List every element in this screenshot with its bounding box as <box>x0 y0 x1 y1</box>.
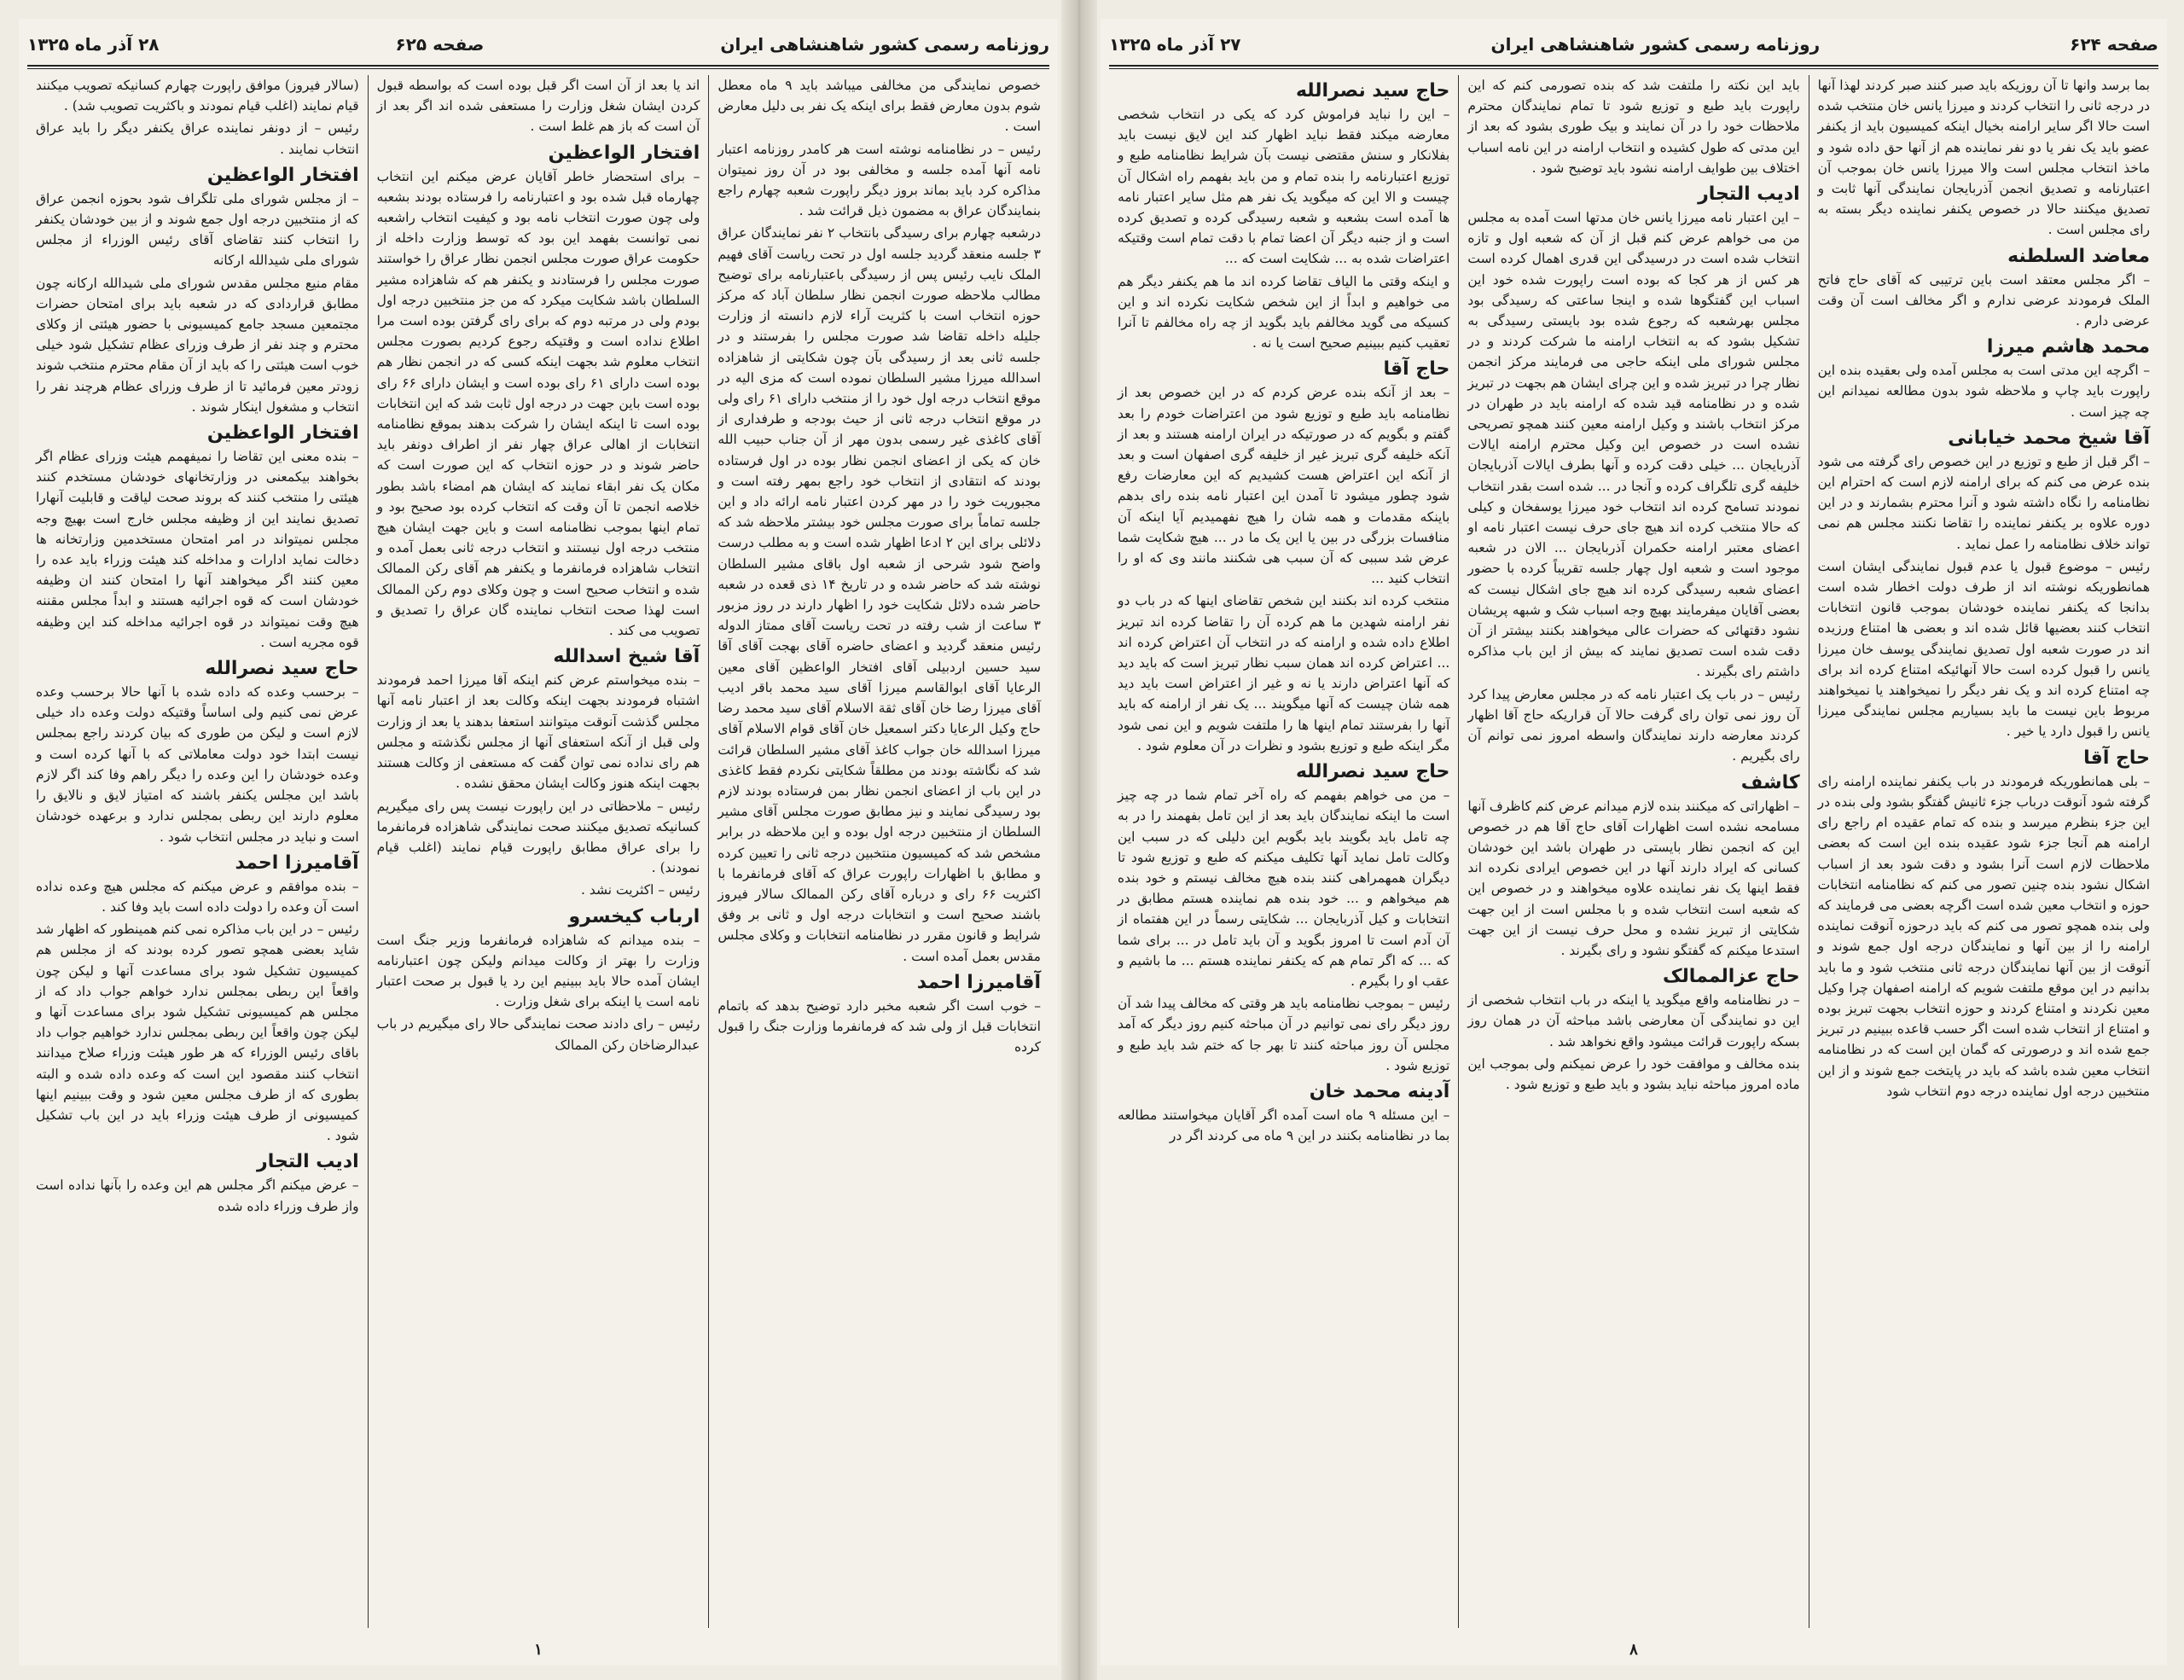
text-column <box>708 75 1049 1628</box>
speaker-name: کاشف <box>1740 771 1800 793</box>
left-page-header <box>27 26 1049 63</box>
page-gutter <box>1061 0 1097 1680</box>
paragraph: – بعد از آنکه بنده عرض کردم که در این خصوص بعد از نظامنامه باید طبع و توزیع شود من اعتراضات خودم را بعد گفتم و بگویم که در صورتیکه در ایران ارامنه هستند و بعد از آنکه خلیفه گری تبریز غیر از خلیفه گری اصفهان است و بعد از آنکه این اعتراض هست کشیدیم که این معارضات رفع شود چطور میشود تا آمدن این اعتبار نامه بنده رای بدهم باینکه مقدمات و همه شان را هیچ نفهمیدیم آیا اینکه آن منافسات بزرگی در بین یا این یک ما در ... هیچ شکایت شما عرض شد سببی که آن سبب هی شکنند مانند وی که او را انتخاب کنید ... <box>1118 385 1450 587</box>
speaker-name: حاج سید نصرالله <box>1295 80 1450 102</box>
speaker-name: ارباب کیخسرو <box>568 905 700 927</box>
header-rule <box>1109 68 2158 69</box>
paragraph: منتخب کرده اند بکنند این شخص تقاضای اینها که در باب دو نفر ارامنه شهدین ما هم کرده آن را تقاضا کرده اند تبریز اطلاع داده شده و ارامنه که در انتخاب آن اعتراض کرده اند ... اعتراض کرده اند همان سبب نظار تبریز است که باید دید که آنها اعتراض دارند یا نه و غیر از اعتراض است باید دید همه شان چیست که آنها میگویند ... یک نفر از ارامنه که باید آنها را بفرستند تمام اینها ها را ملتفت شویم و این نمی شود مگر اینکه طبع و توزیع بشود و نظرات در آن معلوم شود . <box>1118 593 1450 753</box>
speaker-name: افتخار الواعظین <box>206 164 359 186</box>
speaker-name: حاج سید نصرالله <box>1295 761 1450 783</box>
paragraph: – از مجلس شورای ملی تلگراف شود بحوزه انجمن عراق که از منتخبین درجه اول جمع شوند و از بین خودشان یکنفر را انتخاب کنند تقاضای آقای رئیس الوزراء از مجلس شورای ملی شیدالله ارکانه <box>35 190 359 269</box>
text-column <box>1458 75 1808 1628</box>
right-page-header-center: روزنامه رسمی کشور شاهنشاهی ایران <box>1490 34 1821 55</box>
speaker-name: آقامیرزا احمد <box>235 852 359 874</box>
paragraph: درشعبه چهارم برای رسیدگی بانتخاب ۲ نفر نمایندگان عراق ۳ جلسه منعقد گردید جلسه اول در تحت ریاست آقای فهیم الملک نایب رئیس پس از رسیدگی باعتبارنامه برای توضیح مطالب ملاحظه صورت انجمن نظار سلطان آباد که مرکز حوزه انتخاب است با کثریت آراء لازم دانسته از وزارت جلیله داخله تقاضا شد صورت مجلس را بفرستند و در جلسه ثانی بعد از رسیدگی بآن چون شکایتی از شاهزاده اسدالله میرزا مشیر السلطان نموده است که مزی الیه در موقع انتخاب درجه اول خود را از منتخب دارای ۶۱ رای ولی در موقع انتخاب درجه ثانی از حیث بودجه و طرفداری از آقای کاغذی غیر رسمی بدون مهر از آن جناب حبیب الله خان که یکی از اعضای انجمن نظار بوده در اول فرستاده بودند که انتقادی از انتخاب خود راجع بمهر رفته است و مجبوریت خود را در مهر کردن اعتبار نامه ارائه داد و این جلسه تماماً برای صورت مجلس خود بیشتر ملاحظه شد که دلائلی برای این ۲ ادعا اظهار شده است و به مطلب درست واضح شود شرحی از شعبه اول باقای مشیر السلطان نوشته شد که حاضر شده و در تاریخ ۱۴ ذی قعده در شعبه حاضر شده دلائل شکایت خود را اظهار دارند در روز مزبور ۳ ساعت از شب رفته در تحت ریاست آقای ممتاز الدوله رئیس منعقد گردید و اعضای حاضره آقای بهجت آقای آقا سید حسین اردبیلی آقای افتخار الواعظین آقای معین الرعایا آقای ابوالقاسم میرزا آقای سید محمد باقر ادیب آقای میرزا رضا خان آقای ثقة الاسلام آقای سید محمد رضا حاج وکیل الرعایا دکتر اسمعیل خان آقای قوام الاسلام آقای میرزا اسدالله خان جواب کاغذ آقای مشیر السلطان قرائت شد که نگاشته بودند من مطلقاً شکایتی نکردم فقط کاغذی در این باب از اعضای انجمن نظار بمن فرستاده بودند لازم بود رسیدگی نمایند و نیز مطابق صورت مجلس آقای مشیر السلطان از منتخبین درجه اول بوده و این ملاحظه در برابر مشخص شد که کمیسیون منتخبین درجه ثانی را تعیین کرده و مطابق با اظهارات راپورت عراق که آقای فرمانفرما با اکثریت ۶۶ رای و درباره آقای رکن الممالک سالار فیروز باشند صحیح است و انتخابات درجه اول و ثانی بر وفق شرایط و قانون مقرر در نظامنامه انتخابات و وکلای مجلس مقدس بعمل آمده است . <box>717 225 1041 964</box>
right-page <box>1101 19 2167 1665</box>
speaker-name: محمد هاشم میرزا <box>1986 336 2150 358</box>
paragraph: – این اعتبار نامه میرزا یانس خان مدتها است آمده به مجلس من می خواهم عرض کنم قبل از آن که شعبه اول و تازه انتخاب شده است در درسیدگی این قدری اهمال کرده است هر کس از هر کجا که بوده است راپورت شده خود این اسباب این گفتگوها شده و اینجا ساعتی که رسیدگی بود مجلس بهرشعبه که رجوع شده بود بایستی رسیدگی به تشکیل بشود که به انتخاب ارامنه ما شرکت کردند و در مجلس شورای ملی اینکه حاجی می فرمایند مرکز انجمن نظار چرا در تبریز شده و این چرای ایشان هم بجهت در تبریز شده و در نظامنامه قید شده که ارامنه باید در طهران در مرکز انتخاب باشند و وکیل ارامنه معین کنند همچو تصریحی نشده است در خصوص این وکیل محترم ارامنه ایالات آذربایجان ... خیلی دقت کرده و آنها بطرف ایالات آذربایجان خلیفه گری تلگراف کرده و آنجا در ... شده است بقدر انتخاب نمودند تسامح کرده اند انتخاب خود میرزا یوسفخان و کیلی که حالا منتخب کرده اند هیچ جای حرف نیست اعتبار نامه او اعضای معتبر ارامنه حکمران آذربایجان ... الان در شعبه موجود است و شعبه اول چهار جلسه تقریباً کرده با حضور اعضای شعبه رسیدگی کرده اند هیچ جای اشکال نیست که بعضی آقایان میفرمایند بهیچ وجه اسباب شک و شبهه پریشان نشود دقتهائی که حضرات عالی میخواهند بکنند بیشتر از آن دقت شده است تصدیق نمایند که بیش از این باب مذاکره داشتم رای بگیرند . <box>1467 210 1800 680</box>
paragraph: خصوص نمایندگی من مخالفی میباشد باید ۹ ماه معطل شوم بدون معارض فقط برای اینکه یک نفر بی دلیل معارض است . <box>717 78 1041 135</box>
paragraph: رئیس – اکثریت نشد . <box>580 882 700 898</box>
speaker-name: معاضد السلطنه <box>2007 245 2150 267</box>
speaker-name: حاج آقا <box>2083 747 2150 769</box>
right-page-header-left: ۲۷ آذر ماه ۱۳۲۵ <box>1109 34 1241 55</box>
paragraph: – اظهاراتی که میکنند بنده لازم میدانم عرض کنم کاظرف آنها مسامحه نشده است اظهارات آقای حاج آقا هم در خصوص این که انجمن نظار بایستی در طهران باشد این خودشان کسانی که ایراد دارند آنها در این خصوص ایرادی نکرده اند فقط اینها یک نفر نماینده علاوه میخواهند و در خصوص این که شعبه است انتخاب شده و با مجلس است از این جهت شکایتی از تبریز نشده و محل حرف نیست از این جهت استدعا میکنم که گفتگو نشود و رای بگیرند . <box>1467 798 1800 958</box>
left-page-columns <box>27 75 1049 1628</box>
paragraph: – عرض میکنم اگر مجلس هم این وعده را بآنها نداده است واز طرف وزراء داده شده <box>35 1177 359 1214</box>
paragraph: رئیس – موضوع قبول یا عدم قبول نمایندگی ایشان است همانطوریکه نوشته اند از طرف دولت اخطار شده است بدانجا که یکنفر نماینده خودشان بموجب قانون انتخابات انتخاب کنند بعضیها قائل شده اند و بعضی ها امتناع ورزیده اند در صورت شعبه اول تصدیق نمایندگی یوسف خان میرزا یانس را قبول کرده است حالا آنهائیکه امتناع کرده اند برای چه امتناع کرده اند و یک نفر دیگر را نمیخواهند یا نمیخواهند مربوط باین نیست ما باید بسیاریم مجلس نمایندگی میرزا یانس را قبول دارد یا خیر . <box>1817 558 2150 740</box>
speaker-name: آقامیرزا احمد <box>916 971 1041 993</box>
right-page-number: ۸ <box>1629 1641 1638 1659</box>
header-rule <box>27 68 1049 69</box>
speaker-name: حاج سید نصرالله <box>205 658 359 680</box>
paragraph: – این را نباید فراموش کرد که یکی در انتخاب شخصی معارضه میکند فقط نباید اظهار کند این لایق نیست باید بفلانکار و سنش مقتضی نیست بآن شرایط نظامنامه طبع و توزیع اعتبارنامه را بنده تمام و من باید بفهمم راه اشکال آن چیست و الا این که میگوید یک نفر هم مثل سایر اعتبار نامه ها آمده است بشعبه و شعبه رسیدگی کرده و تصدیق کرده است و از جنبه دیگر آن اعضا تمام با دقت تمام است وقتیکه اعتراضات شده به ... شکایت است که ... <box>1118 107 1450 267</box>
left-page-header-center: صفحه ۶۲۵ <box>395 34 485 55</box>
paragraph: رئیس – ملاحظاتی در این راپورت نیست پس رای میگیریم کسانیکه تصدیق میکنند صحت نمایندگی شاهزاده فرمانفرما را برای عراق مطابق راپورت قیام نمایند (اغلب قیام نمودند) . <box>376 798 700 876</box>
paragraph: رئیس – بموجب نظامنامه باید هر وقتی که مخالف پیدا شد آن روز دیگر رای نمی توانیم در آن مباحثه کنیم روز دیگر که آمد مجلس آن روز مباحثه کنند تا بهر جا که ختم شد باید طبع و توزیع شود . <box>1118 996 1450 1073</box>
paragraph: – خوب است اگر شعبه مخبر دارد توضیح بدهد که باتمام انتخابات قبل از ولی شد که فرمانفرما وزارت جنگ را قبول کرده <box>717 997 1041 1055</box>
paragraph: رئیس – در باب یک اعتبار نامه که در مجلس معارض پیدا کرد آن روز نمی توان رای گرفت حالا آن قراریکه حاج آقا اظهار کردند معارضه دارند نمایندگان واسطه امروز نمی توانم آن رای بگیریم . <box>1467 686 1800 764</box>
right-page-header <box>1109 26 2158 63</box>
paragraph: رئیس – رای دادند صحت نمایندگی حالا رای میگیریم در باب عبدالرضاخان رکن الممالک <box>376 1016 700 1053</box>
paragraph: رئیس – در این باب مذاکره نمی کنم همینطور که اظهار شد شاید بعضی همچو تصور کرده بودند که از مجلس هم کمیسیون تشکیل شود برای مساعدت آنها و لیکن چون واقعاً این ربطی بمجلس ندارد خواهم جواب داد که از مجلس هم کمیسیونی تشکیل شود برای مساعدت آنها و لیکن چون واقعاً این ربطی بمجلس ندارد خواهیم جواب داد باقای رئیس الوزراء که هر طور هیئت وزراء صلاح میدانند انتخاب کنند مقصود این است که وعده داده شده و البته بطوری که از طرف مجلس معین شود و وقت ببینیم اینها کمیسیونی از طرف هیئت وزراء باید در این باب تشکیل شود . <box>35 921 359 1144</box>
paragraph: و اینکه وقتی ما الیاف تقاضا کرده اند ما هم یکنفر دیگر هم می خواهیم و ابداً از این شخص شکایت نکرده اند و این کسیکه می گوید مخالفم باید بگوید از چه راه مخالفم تا آنرا تعقیب کنیم ببینیم صحیح است یا نه . <box>1118 273 1450 352</box>
speaker-name: افتخار الواعظین <box>206 422 359 445</box>
speaker-name: ادیب التجار <box>1698 183 1800 206</box>
speaker-name: آقا شیخ اسدالله <box>553 646 700 668</box>
paragraph: – برای استحضار خاطر آقایان عرض میکنم این انتخاب چهارماه قبل شده بود و اعتبارنامه را فرستاده بودند بشعبه ولی چون صورت انتخاب نامه بود و کیفیت انتخاب راشعبه نمی توانست بفهمد این بود که توسط وزارت داخله از حکومت عراق صورت مجلس انجمن نظار عراق را خواستند صورت مجلس را فرستادند و یکنفر هم که شاهزاده مشیر السلطان باشد شکایت میکرد که من جز منتخبین درجه اول بودم ولی در مرتبه دوم که برای رای گرفتن بوده است مرا اطلاع نداده است و وقتیکه رجوع کردیم بصورت مجلس انتخاب معلوم شد بجهت اینکه کسی که در انجمن نظار هم بوده است دارای ۶۱ رای بوده است و ایشان دارای ۶۶ رای بوده است باین جهت در درجه اول ثابت شد که این انتخابات بوده است تا اینکه ایشان را شرکت بدهند بموقع نظامنامه انتخابات از اهالی عراق چهار نفر از اطراف دونفر باید حاضر شوند و در حوزه انتخاب که این صورت است که مکان یک نفر ابقاء نمایند که ایشان هم امضاء باشد بطور خلاصه انجمن تا آن وقت که انتخاب کرده بود صحیح بود و تمام اینها بموجب نظامنامه است و باین جهت ایشان هیچ منتخب درجه اول نیستند و انتخاب درجه ثانی بعمل آمده و انتخاب شاهزاده فرمانفرما و یکنفر هم آقای رکن الممالک شده و انتخاب صحیح است و چون وکلای دوم رکن الممالک است لهذا صحت انتخاب نماینده گان عراق را تصدیق و تصویب می کند . <box>376 168 700 639</box>
paragraph: مقام منیع مجلس مقدس شورای ملی شیدالله ارکانه چون مطابق قراردادی که در شعبه باید برای امتحان حضرات مجتمعین مسجد جامع کمیسیونی با حضور هیئتی از وکلای محترم و چند نفر از طرف وزرای عظام تشکیل شود خیلی خوب است هیئتی را که باید از آن مقام محترم منتخب شوند زودتر معین فرمائید تا از طرف وزرای عظام هرچند نفر را انتخاب و مشغول اینکار شوند . <box>35 275 359 415</box>
paragraph: – بلی همانطوریکه فرمودند در باب یکنفر نماینده ارامنه رای گرفته شود آنوقت درباب جزء ثانیش گفتگو بشود ولی بنده در این جزء بنظرم میرسد و بنده که تمام عقیده ام راجع رای ارامنه هم آنجا جزء شود عقیده بنده این است که بعضی ملاحظات لازم است آنرا بشود و دقت شود بعد از اسباب اشکال نشود بنده چنین تصور می کنم که نظامنامه انتخابات حوزه و انتخاب معین شده است اگرچه بعضی می فرمایند که ولی بنده همچو تصور می کنم که باید درحوزه آنوقت نماینده ارامنه را از بین آنها و نمایندگان درجه اول جمع شوند و آنوقت از بین آنها نمایندگان درجه ثانی منتخب شود و ما باید بدانیم در این موقع ملتفت شویم که ارامنه اصفهان چرا وکیل معین نکردند و امتناع کردند و حوزه انتخاب بجهت تبریز بوده و امتناع از انتخاب شده است اگر حسب قاعده ببینیم در تبریز جمع شده اند و درصورتی که گمان این است که در نظامنامه انتخاب معین شده باشد که باید در پایتخت جمع شوند و از این منتخبین درجه اول نماینده درجه دوم انتخاب شود <box>1817 773 2150 1099</box>
paragraph: – در نظامنامه واقع میگوید یا اینکه در باب انتخاب شخصی از این دو نمایندگی آن معارضی باشد مباحثه آن در همان روز بسکه راپورت قرائت میشود واقع نخواهد شد . <box>1467 992 1800 1049</box>
text-column <box>1809 75 2158 1628</box>
left-page-header-left: ۲۸ آذر ماه ۱۳۲۵ <box>27 34 160 55</box>
paragraph: رئیس – در نظامنامه نوشته است هر کامدر روزنامه اعتبار نامه آنها آمده جلسه و مخالفی بود در آن روز نمیتوان مذاکره کرد باید بماند بروز دیگر راپورت شعبه چهارم راجع بنمایندگان عراق به مضمون ذیل قرائت شد . <box>717 141 1041 219</box>
paragraph: – برحسب وعده که داده شده با آنها حالا برحسب وعده عرض نمی کنیم ولی اساساً وقتیکه دولت وعده داد خیلی لازم است و لیکن من طوری که بیان کردند راجع بمجلس نیست ابتدا خود دولت معاملاتی که با آنها کرده است و وعده خودشان را این وعده را دیگر راهم وفا کند اگر لازم باشد این مجلس یکنفر باشند که امتیاز لایق و نالایق را معلوم دارند این ربطی بمجلس ندارد و برعهده خودشان است و نباید در مجلس انتخاب شود . <box>35 684 359 845</box>
header-rule <box>1109 65 2158 67</box>
speaker-name: ادیب التجار <box>257 1151 359 1173</box>
speaker-name: آقا شیخ محمد خیابانی <box>1948 427 2150 449</box>
paragraph: – بنده میخواستم عرض کنم اینکه آقا میرزا احمد فرمودند اشتباه فرمودند بجهت اینکه وکالت بعد از اعتبار نامه آنها مجلس گذشت آنوقت میتوانند استعفا بدهند یا بعد از وزارت ولی قبل از آنکه استعفای آنها از مجلس نگذشته و مجلس هم رای نداده نمی توان گفت که مستعفی از وکالت هستند بجهت اینکه هنوز وکالت ایشان محقق نشده . <box>376 672 700 792</box>
paragraph: – اگر مجلس معتقد است باین ترتیبی که آقای حاج فاتح الملک فرمودند عرضی ندارم و اگر مخالف است آن وقت عرضی دارم . <box>1817 271 2150 329</box>
paragraph: – بنده میدانم که شاهزاده فرمانفرما وزیر جنگ است وزارت را بهتر از وکالت میدانم ولیکن چون اعتبارنامه ایشان آمده حالا باید ببینیم این رد یا قبول بر صحت اعتبار نامه است یا اینکه برای شغل وزارت . <box>376 932 700 1010</box>
paragraph: (سالار فیروز) موافق راپورت چهارم کسانیکه تصویب میکنند قیام نمایند (اغلب قیام نمودند و باکثریت تصویب شد) . <box>35 78 359 114</box>
paragraph: بنده مخالف و موافقت خود را عرض نمیکنم ولی بموجب این ماده امروز مباحثه نباید بشود و باید طبع و توزیع شود . <box>1467 1055 1800 1092</box>
paragraph: – بنده موافقم و عرض میکنم که مجلس هیچ وعده نداده است آن وعده را دولت داده است باید وفا کند . <box>35 878 359 915</box>
paragraph: باید این نکته را ملتفت شد که بنده تصورمی کنم که این راپورت باید طبع و توزیع شود تا تمام نمایندگان محترم ملاحظات خود را در آن نمایند و بیک طوری بشود که بعد از این مدتی که طول کشیده و انتخاب ارامنه در این نامه اسباب اختلاف بین طوایف ارامنه نشود باید توضیح شود . <box>1467 78 1800 176</box>
text-column <box>27 75 368 1628</box>
header-rule <box>27 65 1049 67</box>
right-page-columns <box>1109 75 2158 1628</box>
paragraph: – اگر قبل از طبع و توزیع در این خصوص رای گرفته می شود بنده عرض می کنم که برای ارامنه لازم است که احترام این نظامنامه را نگاه داشته شود و آنرا محترم بشمارند و در این دوره علاوه بر یکنفر نماینده را تقاضا نکنند مجلس هم نمی تواند خلاف نظامنامه را عمل نماید . <box>1817 453 2150 552</box>
paragraph: – من می خواهم بفهمم که راه آخر تمام شما در چه چیز است ما اینکه نمایندگان باید بعد از این تامل بفهمند را در به چه تامل باید بگویند باید بگویم این دلیلی که در سبب این وکالت تامل نماید آنها تکلیف میکنم که طبع و توزیع شود تا دیگران همهمراهی کنند بنده هیچ مخالف نیستم و خود بنده هم میخواهم و ... خود بنده هم نماینده هستم مطابق در انتخابات و کیل آذربایجان ... شکایتی رسماً در این هفتماه از آن آدم است تا امروز بگوید و آن باید تامل در ... برای شما که ... که اگر تمام هم که یکنفر نماینده هستم ... ما باشیم و عقب او را بگیرم . <box>1118 788 1450 989</box>
paragraph: رئیس – از دونفر نماینده عراق یکنفر دیگر را باید عراق انتخاب نمایند . <box>35 120 359 157</box>
paragraph: – اگرچه این مدتی است به مجلس آمده ولی بعقیده بنده این راپورت باید چاپ و ملاحظه شود بدون مطالعه نمیدانم این چه چیز است . <box>1817 363 2150 420</box>
left-page <box>19 19 1058 1665</box>
left-page-header-right: روزنامه رسمی کشور شاهنشاهی ایران <box>720 34 1049 55</box>
left-page-number: ۱ <box>534 1641 543 1659</box>
paragraph: اند یا بعد از آن است اگر قبل بوده است که بواسطه قبول کردن ایشان شغل وزارت را مستعفی شده اند اگر بعد از آن است که باز هم غلط است . <box>376 78 700 135</box>
speaker-name: حاج عزالممالک <box>1662 966 1800 988</box>
paragraph: – بنده معنی این تقاضا را نمیفهمم هیئت وزرای عظام اگر بخواهند بیکمعنی در وزارتخانهای خودشان مستخدم کنند هیئتی را منتخب کنند که بروند صحت لیاقت و قابلیت آنهارا تصدیق نمایند این از وظیفه مجلس خارج است بهیچ وجه مجلس نمیتواند در امر امتحان مستخدمین وزارتخانه ها دخالت نماید ادارات و مداخله کند هیئت وزراء باید عده را معین کنند اگر میخواهند آنها را امتحان کنند ان وظیفه خودشان است که قوه اجرائیه هستند و ابداً مجلس مقننه هیچ وقت نمیتواند در قوه اجرائیه مداخله کند این وظیفه قوه مجریه است . <box>35 449 359 650</box>
speaker-name: افتخار الواعظین <box>548 142 700 164</box>
text-column <box>1109 75 1458 1628</box>
paragraph: بما برسد وانها تا آن روزیکه باید صبر کنند صبر کردند لهذا آنها در درجه ثانی را انتخاب کردند و میرزا یانس خان منتخب شده است حالا اگر سایر ارامنه بخیال اینکه کمیسیون باید از یکنفر عضو باید یک نفر یا دو نفر نماینده هم از آنها حق داده شود و ماخذ انتخاب مجلس است والا میرزا یانس خان بموجب آن اعتبارنامه و تصدیق انجمن آذربایجان نمایندگی آنها ثابت و تصدیق میکنند حالا در خصوص یکنفر نماینده دیگر بسته به رای مجلس است . <box>1817 78 2150 238</box>
right-page-header-right: صفحه ۶۲۴ <box>2070 34 2158 55</box>
paragraph: – این مسئله ۹ ماه است آمده اگر آقایان میخواستند مطالعه بما در نظامنامه بکنند در این ۹ ماه می کردند اگر در <box>1118 1107 1450 1144</box>
speaker-name: آدینه محمد خان <box>1309 1080 1450 1102</box>
text-column <box>368 75 709 1628</box>
speaker-name: حاج آقا <box>1383 358 1450 381</box>
